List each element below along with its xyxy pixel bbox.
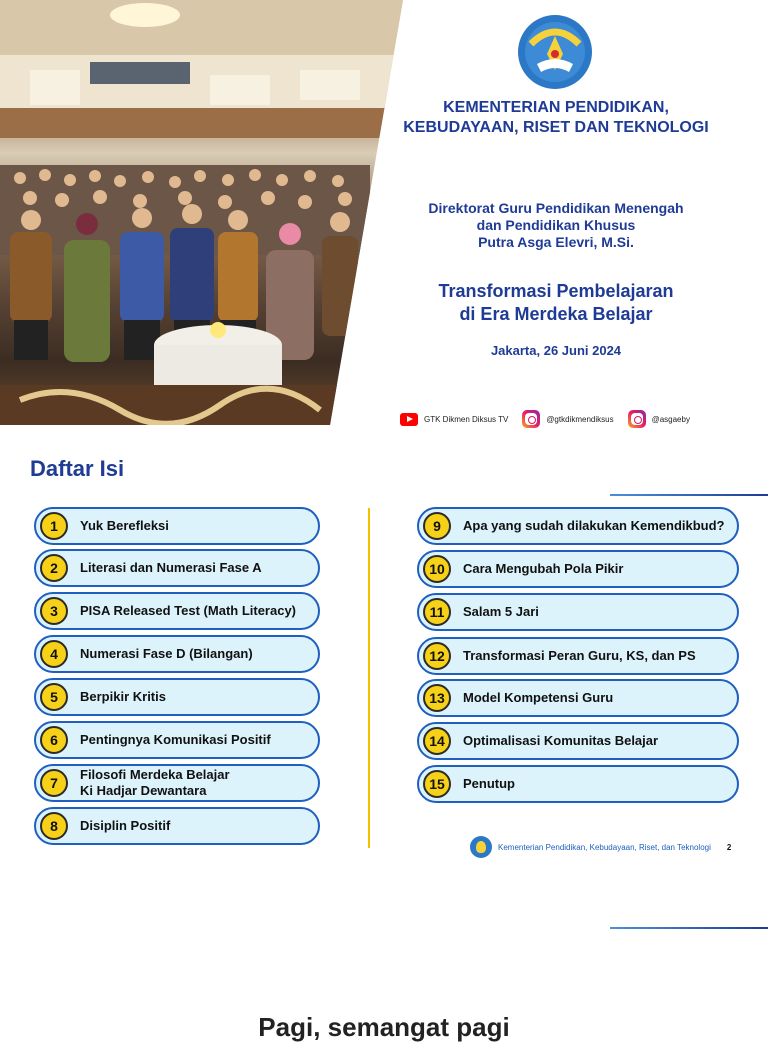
toc-number-badge: 3 [40, 597, 68, 625]
next-slide-preview [0, 968, 768, 1042]
toc-item-3[interactable] [34, 592, 320, 630]
toc-number-badge: 9 [423, 512, 451, 540]
toc-number-badge: 4 [40, 640, 68, 668]
toc-item-label: Optimalisasi Komunitas Belajar [463, 733, 659, 748]
toc-item-label: Filosofi Merdeka Belajar Ki Hadjar Dewantara [80, 767, 230, 798]
speaker-name: Putra Asga Elevri, M.Si. [478, 234, 634, 250]
toc-item-14[interactable] [417, 722, 739, 760]
toc-number-badge: 11 [423, 598, 451, 626]
toc-item-label: Pentingnya Komunikasi Positif [80, 732, 271, 747]
toc-item-1[interactable] [34, 507, 320, 545]
toc-number-badge: 12 [423, 642, 451, 670]
top-accent-line [610, 494, 768, 496]
toc-number-badge: 5 [40, 683, 68, 711]
social-links [400, 410, 704, 428]
table-of-contents-slide [0, 450, 768, 938]
toc-item-7[interactable] [34, 764, 320, 802]
page-number: 2 [726, 842, 732, 852]
toc-item-label: Model Kompetensi Guru [463, 690, 614, 705]
social-handle-youtube: GTK Dikmen Diksus TV [424, 414, 509, 424]
column-divider [368, 508, 370, 848]
toc-number-badge: 10 [423, 555, 451, 583]
footer-ministry-text: Kementerian Pendidikan, Kebudayaan, Riset, dan Teknologi [498, 842, 711, 852]
tut-wuri-handayani-logo [517, 14, 593, 90]
toc-item-label: Disiplin Positif [80, 818, 171, 833]
ministry-name: KEMENTERIAN PENDIDIKAN, KEBUDAYAAN, RISET DAN TEKNOLOGI [403, 99, 709, 136]
toc-item-label: Berpikir Kritis [80, 689, 166, 704]
toc-number-badge: 14 [423, 727, 451, 755]
toc-item-label: Yuk Berefleksi [80, 518, 169, 533]
directorate-line1: Direktorat Guru Pendidikan Menengah [428, 200, 684, 216]
group-photo-illustration [0, 0, 410, 425]
toc-item-15[interactable] [417, 765, 739, 803]
toc-item-label: Penutup [463, 776, 515, 791]
next-slide-title: Pagi, semangat pagi [258, 1012, 510, 1042]
instagram-icon [522, 410, 540, 428]
toc-item-9[interactable] [417, 507, 739, 545]
toc-item-8[interactable] [34, 807, 320, 845]
event-date: Jakarta, 26 Juni 2024 [490, 343, 622, 358]
toc-number-badge: 1 [40, 512, 68, 540]
toc-number-badge: 8 [40, 812, 68, 840]
toc-item-11[interactable] [417, 593, 739, 631]
toc-item-6[interactable] [34, 721, 320, 759]
toc-item-label: Transformasi Peran Guru, KS, dan PS [463, 648, 696, 663]
toc-number-badge: 13 [423, 684, 451, 712]
toc-item-label: Numerasi Fase D (Bilangan) [80, 646, 253, 661]
toc-title: Daftar Isi [30, 456, 125, 481]
toc-item-13[interactable] [417, 679, 739, 717]
toc-number-badge: 15 [423, 770, 451, 798]
bottom-accent-line [610, 927, 768, 929]
directorate-line2: dan Pendidikan Khusus [476, 217, 636, 233]
toc-item-label: Cara Mengubah Pola Pikir [463, 561, 624, 576]
topic-line1: Transformasi Pembelajaran [438, 281, 674, 301]
youtube-icon [400, 413, 418, 426]
instagram-icon [628, 410, 646, 428]
toc-item-label: Apa yang sudah dilakukan Kemendikbud? [463, 518, 725, 533]
toc-item-5[interactable] [34, 678, 320, 716]
toc-item-12[interactable] [417, 637, 739, 675]
toc-item-label: Literasi dan Numerasi Fase A [80, 560, 262, 575]
social-handle-instagram-2: @asgaeby [651, 414, 690, 424]
toc-item-label: PISA Released Test (Math Literacy) [80, 603, 297, 618]
directorate-block [380, 200, 732, 251]
social-handle-instagram-1: @gtkdikmendiksus [546, 414, 614, 424]
toc-item-2[interactable] [34, 549, 320, 587]
slide-footer [470, 836, 731, 858]
topic-line2: di Era Merdeka Belajar [459, 304, 653, 324]
toc-number-badge: 7 [40, 769, 68, 797]
cover-slide [0, 0, 768, 425]
toc-item-4[interactable] [34, 635, 320, 673]
ministry-logo-icon [470, 836, 492, 858]
toc-item-label: Salam 5 Jari [463, 604, 539, 619]
toc-number-badge: 6 [40, 726, 68, 754]
toc-number-badge: 2 [40, 554, 68, 582]
toc-item-10[interactable] [417, 550, 739, 588]
presentation-topic [380, 280, 732, 326]
